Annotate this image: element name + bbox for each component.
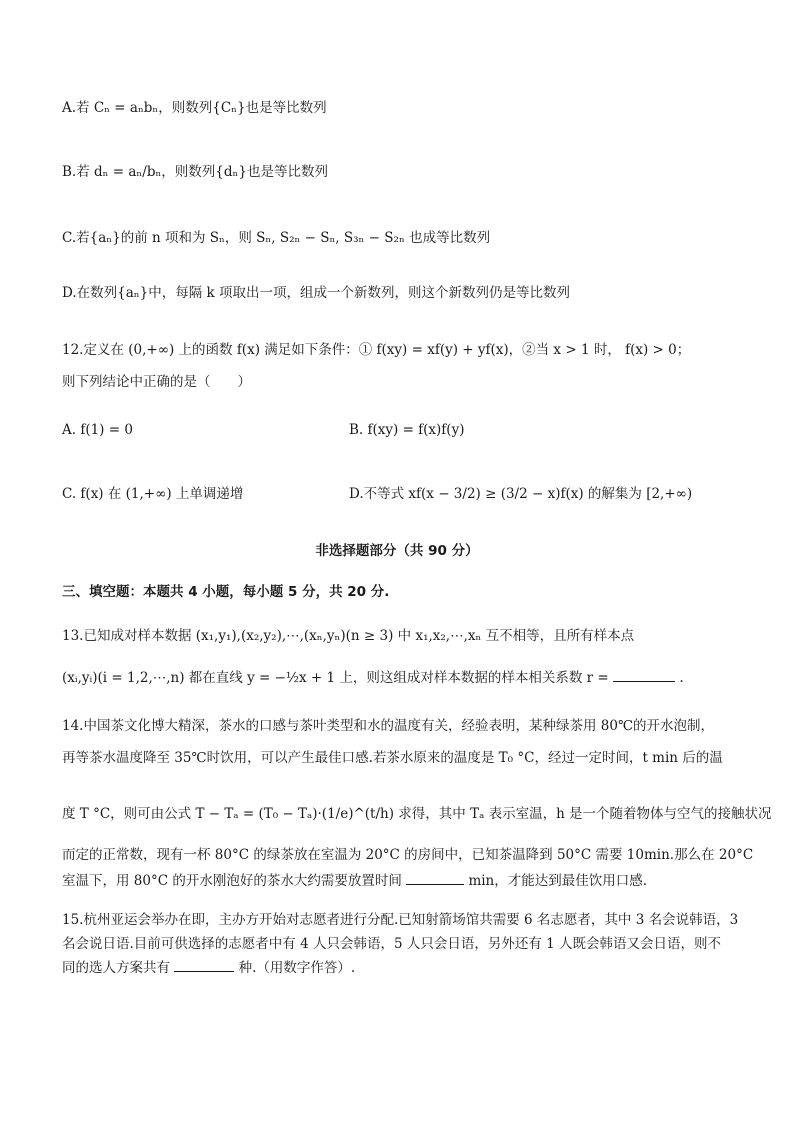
- question-14-line1: 14.中国茶文化博大精深，茶水的口感与茶叶类型和水的温度有关，经验表明，某种绿茶用 80℃的开水泡制，: [62, 718, 715, 734]
- question-14-line3: 度 T °C，则可由公式 T − Tₐ = (T₀ − Tₐ)·(1/e)^(t/h) 求得，其中 Tₐ 表示室温，h 是一个随着物体与空气的接触状况: [62, 806, 772, 822]
- answer-blank-15[interactable]: [174, 971, 234, 972]
- option-12d: D.不等式 xf(x − 3/2) ≥ (3/2 − x)f(x) 的解集为 [2,+∞): [349, 486, 693, 502]
- question-14-end: min，才能达到最佳饮用口感.: [468, 873, 648, 889]
- option-12c: C. f(x) 在 (1,+∞) 上单调递增: [62, 486, 244, 502]
- question-12-prompt: 则下列结论中正确的是（ ）: [62, 374, 251, 390]
- option-12b: B. f(xy) = f(x)f(y): [349, 422, 465, 438]
- answer-blank-14[interactable]: [406, 884, 464, 885]
- question-12-options-row1: [62, 420, 465, 440]
- question-12-options-row2: [62, 484, 693, 504]
- option-11c: C.若{aₙ}的前 n 项和为 Sₙ，则 Sₙ, S₂ₙ − Sₙ, S₃ₙ − S₂ₙ 也成等比数列: [62, 230, 491, 246]
- question-13-end: .: [679, 670, 684, 686]
- question-13-text: (xᵢ,yᵢ)(i = 1,2,⋯,n) 都在直线 y = −½x + 1 上，则这组成对样本数据的样本相关系数 r =: [62, 670, 609, 686]
- answer-blank-13[interactable]: [613, 681, 675, 682]
- question-15-line3: [62, 958, 355, 978]
- question-15-line1: 15.杭州亚运会举办在即，主办方开始对志愿者进行分配.已知射箭场馆共需要 6 名志愿者，其中 3 名会说韩语，3: [62, 912, 739, 928]
- option-11a: A.若 Cₙ = aₙbₙ，则数列{Cₙ}也是等比数列: [62, 100, 327, 116]
- question-12-stem: 12.定义在 (0,+∞) 上的函数 f(x) 满足如下条件：① f(xy) = xf(y) + yf(x)，②当 x > 1 时， f(x) > 0；: [62, 342, 691, 358]
- question-14-line5: [62, 871, 647, 891]
- question-14-text: 室温下，用 80°C 的开水刚泡好的茶水大约需要放置时间: [62, 873, 402, 889]
- question-13-line1: 13.已知成对样本数据 (x₁,y₁),(x₂,y₂),⋯,(xₙ,yₙ)(n ≥ 3) 中 x₁,x₂,⋯,xₙ 互不相等，且所有样本点: [62, 628, 635, 644]
- question-15-text: 同的选人方案共有: [62, 960, 170, 976]
- question-15-line2: 名会说日语.目前可供选择的志愿者中有 4 人只会韩语，5 人只会日语，另外还有 1 人既会韩语又会日语，则不: [62, 936, 722, 952]
- question-15-end: 种.（用数字作答）.: [238, 960, 356, 976]
- option-11d: D.在数列{aₙ}中，每隔 k 项取出一项，组成一个新数列，则这个新数列仍是等比数列: [62, 285, 570, 301]
- section-title: 非选择题部分（共 90 分）: [315, 543, 479, 559]
- option-11b: B.若 dₙ = aₙ/bₙ，则数列{dₙ}也是等比数列: [62, 164, 328, 180]
- question-13-line2: [62, 668, 684, 688]
- part3-heading: 三、填空题：本题共 4 小题，每小题 5 分，共 20 分.: [62, 584, 390, 600]
- option-12a: A. f(1) = 0: [62, 422, 133, 438]
- question-14-line2: 再等茶水温度降至 35℃时饮用，可以产生最佳口感.若茶水原来的温度是 T₀ °C，经过一定时间，t min 后的温: [62, 750, 723, 766]
- question-14-line4: 而定的正常数，现有一杯 80°C 的绿茶放在室温为 20°C 的房间中，已知茶温降到 50°C 需要 10min.那么在 20°C: [62, 847, 754, 863]
